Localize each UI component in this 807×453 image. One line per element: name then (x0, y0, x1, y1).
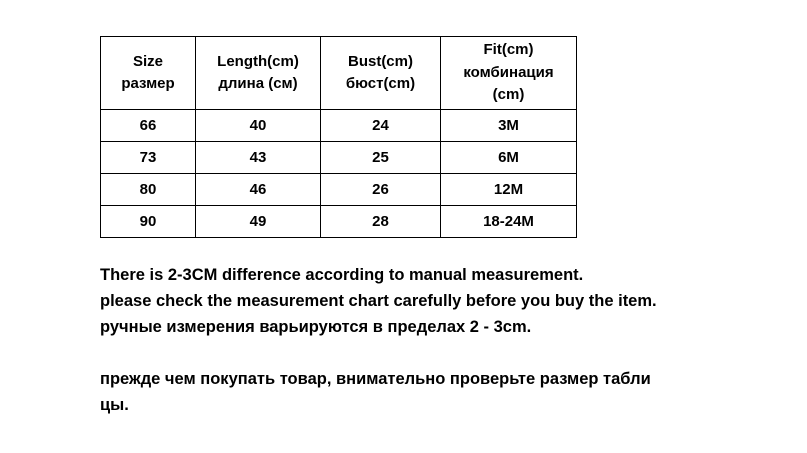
cell-size: 80 (101, 174, 196, 206)
note-line-5: цы. (100, 396, 129, 414)
cell-bust: 24 (321, 110, 441, 142)
cell-bust: 28 (321, 206, 441, 238)
table-header-row (101, 37, 577, 110)
cell-length: 43 (196, 142, 321, 174)
table-row (101, 110, 577, 142)
cell-size: 66 (101, 110, 196, 142)
table-row (101, 174, 577, 206)
cell-length: 46 (196, 174, 321, 206)
measurement-notes (100, 262, 740, 418)
table-row (101, 206, 577, 238)
column-header-fit-line3: (cm) (492, 86, 525, 104)
table-header (101, 37, 577, 110)
column-header-bust-line2: бюст(cm) (345, 75, 416, 92)
note-line-3: ручные измерения варьируются в пределах 2 - 3cm. (100, 318, 532, 336)
size-chart-table (100, 36, 577, 238)
note-spacer (100, 340, 740, 366)
column-header-length-line2: длина (см) (218, 75, 298, 92)
column-header-fit-line1: Fit(cm) (483, 41, 534, 59)
column-header-length-line1: Length(cm) (217, 52, 299, 70)
table-row (101, 142, 577, 174)
column-header-fit-line2: комбинация (463, 63, 554, 81)
cell-length: 40 (196, 110, 321, 142)
column-header-bust (321, 37, 441, 110)
column-header-bust-line1: Bust(cm) (347, 52, 413, 70)
table-body (101, 110, 577, 238)
cell-size: 90 (101, 206, 196, 238)
cell-fit: 3M (441, 110, 577, 142)
cell-fit: 6M (441, 142, 577, 174)
cell-fit: 12M (441, 174, 577, 206)
note-line-1: There is 2-3CM difference according to manual measurement. (100, 266, 584, 284)
cell-bust: 25 (321, 142, 441, 174)
column-header-fit (441, 37, 577, 110)
column-header-size-line2: размер (121, 75, 175, 92)
column-header-size-line1: Size (132, 52, 163, 70)
cell-size: 73 (101, 142, 196, 174)
cell-length: 49 (196, 206, 321, 238)
column-header-size (101, 37, 196, 110)
cell-bust: 26 (321, 174, 441, 206)
note-line-2: please check the measurement chart carefully before you buy the item. (100, 292, 657, 310)
cell-fit: 18-24M (441, 206, 577, 238)
column-header-length (196, 37, 321, 110)
note-line-4: прежде чем покупать товар, внимательно проверьте размер табли (100, 370, 651, 388)
